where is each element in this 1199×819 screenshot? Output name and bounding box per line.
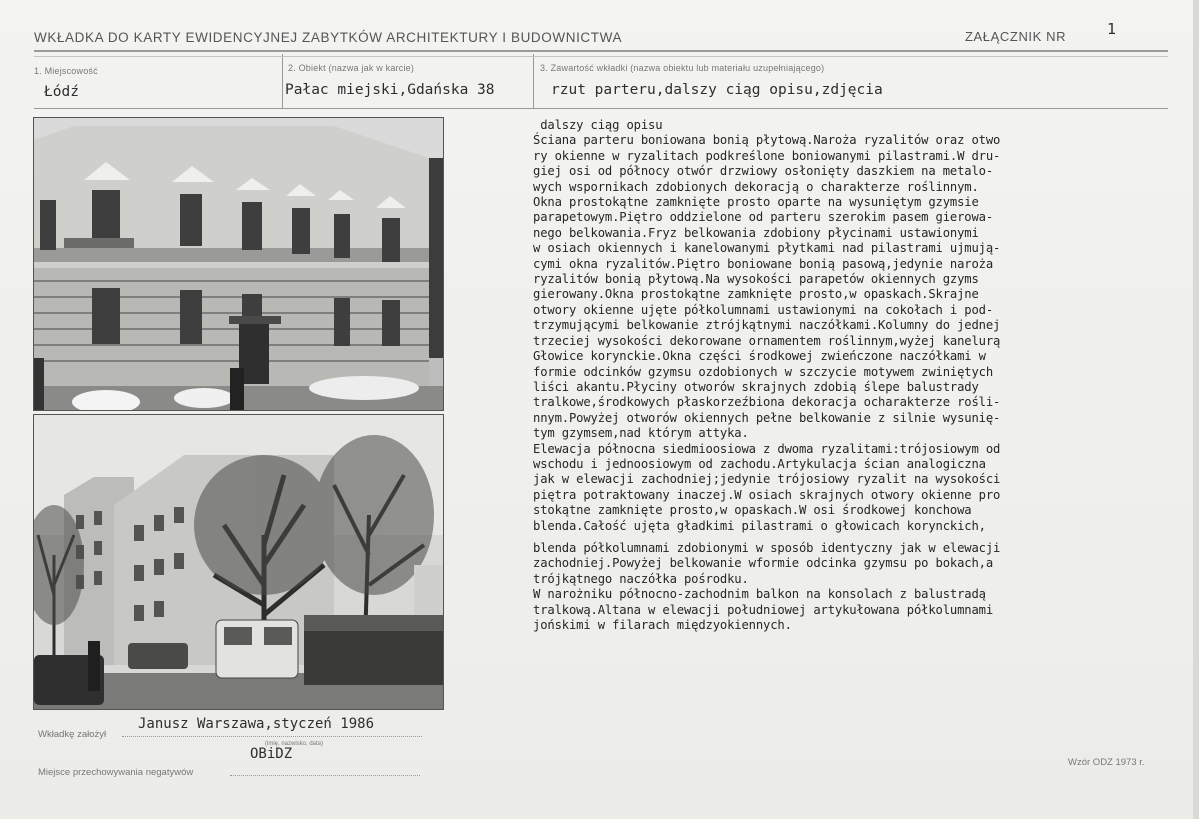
description-line: otwory okienne ujęte półkolumnami ustawionymi na cokołach i pod- [533, 302, 993, 317]
prepared-by-dotted-line [122, 736, 422, 737]
prepared-by-subcaption: (imię, nazwisko, data) [265, 741, 324, 747]
description-line: tralkowe,środkowych płaskorzeźbiona dekoracja ocharakterze rośli- [533, 395, 1001, 410]
fields-divider-2 [533, 54, 534, 108]
description-line [533, 534, 1193, 541]
description-line: jak w elewacji zachodniej;jedynie trójosiowy ryzalit na wysokości [533, 472, 1001, 487]
description-line: trzymującymi belkowanie ztrójkątnymi naczółkami.Kolumny do jednej [533, 318, 1001, 333]
fields-divider-1 [282, 54, 283, 108]
locality-value: Łódź [44, 84, 79, 100]
object-label: 2. Obiekt (nazwa jak w karcie) [288, 63, 415, 73]
description-line: tralkową.Altana w elewacji południowej artykułowana półkolumnami [533, 602, 993, 617]
description-text [533, 118, 1193, 633]
description-line: piętra potraktowany inaczej.W osiach skrajnych otwory okienne pro [533, 487, 1001, 502]
description-line: formie odcinków gzymsu ozdobionych w szczycie motywem zwiniętych [533, 364, 993, 379]
prepared-by-value: Janusz Warszawa,styczeń 1986 [138, 716, 375, 732]
prepared-by-label: Wkładkę założył [38, 729, 107, 740]
description-line: giej osi od północy otwór drzwiowy osłonięty daszkiem na metalo- [533, 164, 993, 179]
description-line: ry okienne w ryzalitach podkreślone boniowanymi pilastrami.W dru- [533, 148, 1001, 163]
description-line: dalszy ciąg opisu [533, 118, 663, 132]
description-line: wych wspornikach zdobionych dekoracją o charakterze roślinnym. [533, 179, 979, 194]
object-value: Pałac miejski,Gdańska 38 [285, 82, 495, 98]
description-line: w osiach okiennych i kanelowanymi płytkami nad pilastrami ujmują- [533, 241, 1001, 256]
description-line: cymi okna ryzalitów.Piętro boniowane bonią pasową,jedynie naroża [533, 256, 993, 271]
description-line: liści akantu.Płyciny otworów skrajnych zdobią ślepe balustrady [533, 379, 979, 394]
description-line: blenda.Całość ujęta gładkimi pilastrami o głowicach korynckich, [533, 518, 986, 533]
photo-street-view [33, 414, 444, 710]
palace-facade-image [34, 118, 443, 410]
annex-label: ZAŁĄCZNIK NR [965, 29, 1067, 44]
description-line: Ściana parteru boniowana bonią płytową.Naroża ryzalitów oraz otwo [533, 133, 1001, 148]
description-line: Głowice korynckie.Okna części środkowej zwieńczone naczółkami w [533, 349, 986, 364]
street-view-image [34, 415, 443, 709]
header-rule [34, 50, 1168, 52]
fields-top-rule [34, 56, 1168, 57]
locality-label: 1. Miejscowość [34, 66, 98, 76]
description-line: trójkątnego naczółka pośrodku. [533, 571, 749, 586]
photo-palace-facade [33, 117, 444, 411]
description-line: nego belkowania.Fryz belkowania zdobiony płycinami ustawionymi [533, 225, 979, 240]
description-line: nnym.Powyżej otworów okiennych pełne belkowanie z silnie wysunię- [533, 410, 1001, 425]
description-line: jońskimi w filarach międzyokiennych. [533, 618, 792, 632]
annex-number: 1 [1107, 20, 1117, 38]
description-line: blenda półkolumnami zdobionymi w sposób identyczny jak w elewacji [533, 540, 1001, 555]
storage-label: Miejsce przechowywania negatywów [38, 767, 194, 778]
description-line: parapetowym.Piętro oddzielone od parteru szerokim pasem gierowa- [533, 210, 993, 225]
contents-value: rzut parteru,dalszy ciąg opisu,zdjęcia [551, 82, 883, 98]
description-line: ryzalitów bonią płytową.Na wysokości parapetów okiennych gzyms [533, 272, 979, 287]
description-line: wschodu i jednoosiowym od zachodu.Artykulacja ścian analogiczna [533, 456, 986, 471]
description-line: W narożniku północno-zachodnim balkon na konsolach z balustradą [533, 587, 986, 602]
description-line: zachodniej.Powyżej belkowanie wformie odcinka gzymsu po bokach,a [533, 556, 993, 571]
description-line: Okna prostokątne zamknięte prosto oparte na wysuniętym gzymsie [533, 195, 979, 210]
description-line: gierowany.Okna prostokątne zamknięte prosto,w opaskach.Skrajne [533, 287, 979, 302]
description-line: stokątne zamknięte prosto,w opaskach.W osi środkowej konchowa [533, 503, 972, 518]
description-line: tym gzymsem,nad którym attyka. [533, 426, 749, 441]
contents-label: 3. Zawartość wkładki (nazwa obiektu lub materiału uzupełniającego) [540, 63, 825, 73]
storage-dotted-line [230, 775, 420, 776]
description-line: Elewacja północna siedmioosiowa z dwoma ryzalitami:trójosiowym od [533, 441, 1001, 456]
card-header-title: WKŁADKA DO KARTY EWIDENCYJNEJ ZABYTKÓW ARCHITEKTURY I BUDOWNICTWA [34, 30, 623, 45]
storage-value: OBiDZ [250, 746, 293, 762]
form-code: Wzór ODZ 1973 r. [1068, 757, 1145, 768]
description-line: trzeciej wysokości dekorowane ornamentem roślinnym,wyżej kanelurą [533, 333, 1001, 348]
fields-bottom-rule [34, 108, 1168, 109]
